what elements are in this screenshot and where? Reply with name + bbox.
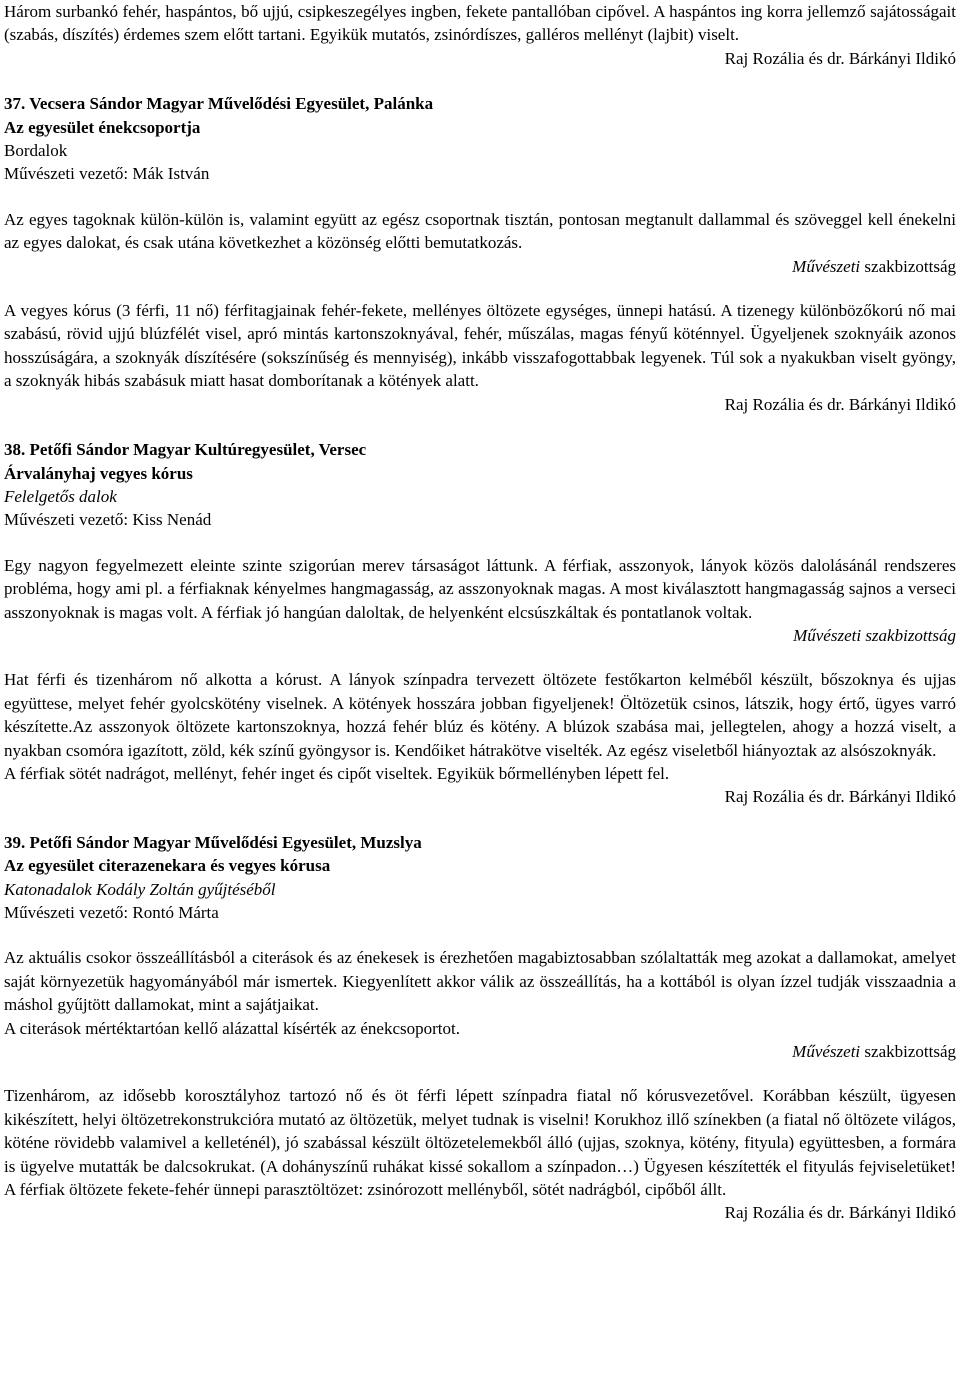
entry-heading bbox=[4, 92, 956, 115]
entry-number: 38. bbox=[4, 440, 26, 460]
entry-signature: Raj Rozália és dr. Bárkányi Ildikó bbox=[724, 1203, 956, 1223]
spacer bbox=[4, 809, 956, 831]
entry-37 bbox=[4, 92, 956, 416]
spacer bbox=[4, 647, 956, 668]
spacer bbox=[4, 186, 956, 208]
intro-signature: Raj Rozália és dr. Bárkányi Ildikó bbox=[724, 48, 956, 68]
entry-group: Az egyesület citerazenekara és vegyes kórusa bbox=[4, 856, 331, 876]
entry-paragraph: Az egyes tagoknak külön-külön is, valamint együtt az egész csoportnak tisztán, pontosan megtanult dallammal és szöveggel kell énekelni az egyes dalokat, és csak utána következhet a közönség előtti bemutatkozás. bbox=[4, 209, 956, 253]
spacer bbox=[4, 278, 956, 299]
entry-committee bbox=[4, 1040, 956, 1063]
entry-number: 37. bbox=[4, 94, 26, 114]
entry-paragraph: Tizenhárom, az idősebb korosztályhoz tartozó nő és öt férfi lépett színpadra fiatal nő kórusvezetővel. Korábban készült, ügyesen kikészített, helyi öltözetrekonstrukcióra mutató az öltözetük, melyet tudnak is viselni! Korukhoz illő színekben (a fiatal nő öltözete világos, köténe rövidebb valamivel a kelleténél), jó szabással készült öltözetelemekből álló (ujjas, szoknya, kötény, fityula) együttesben, a formára is ügyelve mutatták be dalcsokrukat. (A dohányszínű ruhákat kissé sokallom a színpadon…) Ügyesen készítették el fityulás fejviseletüket! A férfiak öltözete fekete-fehér ünnepi parasztöltözet: zsinórozott mellényből, sötét nadrágból, cipőből állt. bbox=[4, 1086, 956, 1200]
entry-group: Árvalányhaj vegyes kórus bbox=[4, 463, 193, 483]
entry-program: Bordalok bbox=[4, 141, 68, 161]
entry-heading bbox=[4, 438, 956, 461]
entry-organization: Vecsera Sándor Magyar Művelődési Egyesület, Palánka bbox=[29, 94, 434, 114]
spacer bbox=[4, 70, 956, 92]
spacer bbox=[4, 924, 956, 946]
entry-39 bbox=[4, 831, 956, 1225]
committee-label: szakbizottság bbox=[860, 256, 956, 276]
entry-committee bbox=[4, 255, 956, 278]
entry-leader: Művészeti vezető: Rontó Márta bbox=[4, 903, 219, 922]
entry-leader: Művészeti vezető: Mák István bbox=[4, 164, 210, 184]
intro-paragraph: Három surbankó fehér, haspántos, bő ujjú, csipkeszegélyes ingben, fekete pantallóban cipővel. A haspántos ing korra jellemző sajátosságait (szabás, díszítés) érdemes szem előtt tartani. Egyikük mutatós, zsinórdíszes, galléros mellényt (lajbit) viselt. bbox=[4, 2, 956, 45]
entry-paragraph: A férfiak sötét nadrágot, mellényt, fehér inget és cipőt viseltek. Egyikük bőrmellényben lépett fel. bbox=[4, 763, 670, 783]
spacer bbox=[4, 416, 956, 438]
entry-signature: Raj Rozália és dr. Bárkányi Ildikó bbox=[724, 394, 956, 414]
entry-paragraph: A citerások mértéktartóan kellő alázattal kísérték az énekcsoportot. bbox=[4, 1018, 460, 1038]
entry-program: Katonadalok Kodály Zoltán gyűjtéséből bbox=[4, 879, 276, 899]
entry-organization: Petőfi Sándor Magyar Kultúregyesület, Versec bbox=[29, 440, 367, 460]
entry-signature: Raj Rozália és dr. Bárkányi Ildikó bbox=[724, 787, 956, 807]
committee-label-italic: Művészeti bbox=[792, 256, 861, 276]
entry-paragraph: A vegyes kórus (3 férfi, 11 nő) férfitagjainak fehér-fekete, mellényes öltözete egységes, ünnepi hatású. A tizenegy különbözőkorú nő mai szabású, rövid ujjú blúzfélét visel, apró mintás kartonszoknyával, fehér, műszálas, magas fényű köténnyel. Ügyeljenek szoknyáik azonos hosszúságára, a szoknyák díszítésére (sokszínűség és mennyiség), inkább visszafogottabbak legyenek. Túl sok a nyakukban viselt gyöngy, a szoknyák hibás szabásuk miatt hasat domborítanak a kötények alatt. bbox=[4, 301, 956, 391]
entry-organization: Petőfi Sándor Magyar Művelődési Egyesület, Muzslya bbox=[29, 832, 422, 852]
entry-paragraph: Egy nagyon fegyelmezett eleinte szinte szigorúan merev társaságot láttunk. A férfiak, asszonyok, lányok közös dalolásánál rendszeres probléma, hogy ami pl. a férfiaknak kényelmes hangmagasság, az asszonyoknak magas. A most kiválasztott hangmagasság sajnos a verseci asszonyoknak is magas volt. A férfiak jó hangúan daloltak, de helyenként elcsúszkáltak és pontatlanok voltak. bbox=[4, 555, 956, 622]
entry-paragraph: Az aktuális csokor összeállításból a citerások és az énekesek is érezhetően magabiztosabban szólaltatták meg azokat a dallamokat, amelyet saját környezetük hagyományából már ismertek. Kiegyenlített akkor válik az összeállítás, ha a kottából is olyan ízzel tudják visszaadnia a máshol gyűjtött dallamokat, mint a sajátjaikat. bbox=[4, 948, 956, 1015]
spacer bbox=[4, 532, 956, 554]
entry-heading bbox=[4, 831, 956, 854]
entry-program: Felelgetős dalok bbox=[4, 486, 117, 506]
entry-group: Az egyesület énekcsoportja bbox=[4, 117, 201, 137]
entry-number: 39. bbox=[4, 832, 26, 852]
entry-committee: Művészeti szakbizottság bbox=[793, 625, 956, 645]
entry-leader: Művészeti vezető: Kiss Nenád bbox=[4, 510, 212, 530]
committee-label: szakbizottság bbox=[860, 1042, 956, 1062]
entry-paragraph: Hat férfi és tizenhárom nő alkotta a kórust. A lányok színpadra tervezett öltözete festőkarton kelméből készült, bőszoknya és ujjas együttese, melyet fehér gyolcskötény viselnek. A kötények hosszára jobban figyeljenek! Öltözetük csinos, látszik, hogy értő, ügyes varró készítette.Az asszonyok öltözete kartonszoknya, hozzá fehér blúz és kötény. A blúzok szabása mai, jellegtelen, ahogy a hozzá viselt, a nyakban csomóra igazított, zöld, kék színű gyöngysor is. Kendőiket hátrakötve viselték. Az egész viseletből hiányoztak az alsószoknyák. bbox=[4, 670, 956, 760]
committee-label-italic: Művészeti bbox=[792, 1042, 861, 1062]
spacer bbox=[4, 1063, 956, 1084]
entry-38 bbox=[4, 438, 956, 809]
document-page bbox=[4, 0, 956, 1225]
